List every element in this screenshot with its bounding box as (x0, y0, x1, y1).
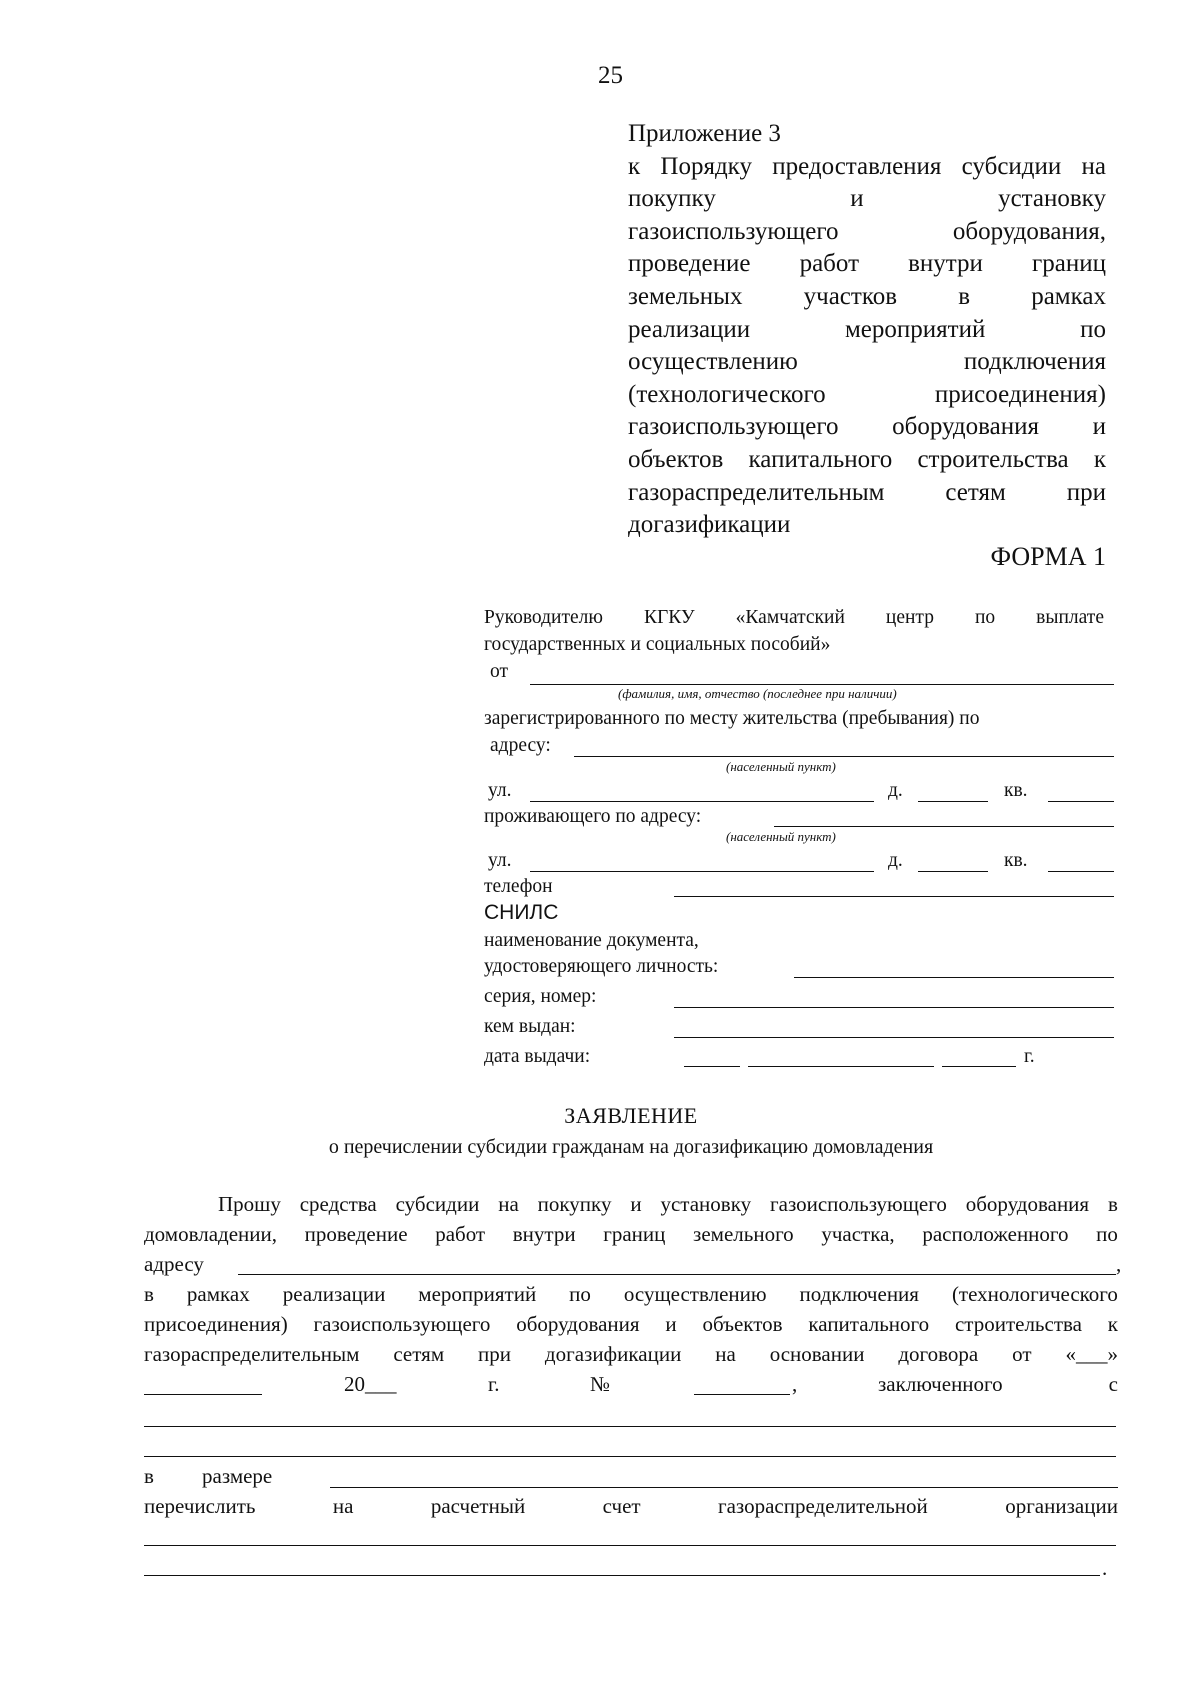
recipient-word: по (974, 607, 996, 628)
snils-label: СНИЛС (484, 901, 559, 924)
l6-word: газораспределительным (144, 1342, 360, 1366)
issue-day-field[interactable] (684, 1066, 740, 1067)
contract-g: г. (488, 1372, 500, 1396)
phone-field[interactable] (674, 896, 1114, 897)
transfer-word: организации (1005, 1494, 1118, 1518)
appendix-line-word: предоставления (772, 152, 942, 180)
appendix-line-word: внутри (908, 250, 983, 278)
l5-word: к (1107, 1312, 1118, 1336)
appendix-line-word: на (1081, 152, 1106, 180)
appendix-line-word: покупку (628, 185, 716, 213)
registered-locality-field[interactable] (574, 756, 1114, 757)
issued-by-label: кем выдан: (484, 1016, 576, 1037)
appendix-line (628, 314, 1106, 347)
registered-street-field[interactable] (530, 801, 874, 802)
l1-words (218, 1192, 1118, 1217)
appendix-line (628, 411, 1106, 444)
l1-word: в (1107, 1192, 1118, 1216)
l4-word: подключения (799, 1282, 919, 1306)
transfer-word: перечислить (144, 1494, 256, 1518)
series-label: серия, номер: (484, 986, 597, 1007)
issue-year-field[interactable] (942, 1066, 1016, 1067)
recipient-word: Руководителю (484, 607, 603, 628)
l1-word: оборудования (965, 1192, 1090, 1216)
statement-subtitle: о перечислении субсидии гражданам на догазификацию домовладения (328, 1136, 934, 1158)
l2-word: расположенного (922, 1222, 1069, 1246)
account-field-2[interactable] (144, 1575, 1100, 1576)
appendix-line-word: газоиспользующего (628, 217, 839, 245)
appendix-line (628, 379, 1106, 412)
appendix-line (628, 281, 1106, 314)
l5-word: оборудования (516, 1312, 640, 1336)
living-locality-field[interactable] (774, 826, 1114, 827)
l2-word: внутри (512, 1222, 576, 1246)
appendix-line-word: реализации (628, 315, 751, 343)
l5-word: капитального (808, 1312, 930, 1336)
appendix-line (628, 346, 1106, 379)
recipient-word: центр (885, 607, 934, 628)
issued-by-field[interactable] (674, 1037, 1114, 1038)
l1-word: субсидии (395, 1192, 480, 1216)
l6-word: при (478, 1342, 511, 1366)
l6-word: догазификации (544, 1342, 682, 1366)
l1-word: газоиспользующего (770, 1192, 947, 1216)
amount-field[interactable] (330, 1487, 1118, 1488)
transfer-word: счет (602, 1494, 641, 1518)
appendix-line-word: рамках (1031, 282, 1106, 310)
l4-word: рамках (186, 1282, 250, 1306)
appendix-line-word: работ (799, 250, 859, 278)
appendix-line-word: мероприятий (844, 315, 986, 343)
statement-line-1 (144, 1192, 1118, 1217)
l4-word: мероприятий (418, 1282, 537, 1306)
l4-word: реализации (282, 1282, 386, 1306)
contract-comma: , (792, 1372, 798, 1396)
l2-word: проведение (304, 1222, 408, 1246)
from-label: от (490, 661, 509, 682)
statement-address-field[interactable] (238, 1274, 1116, 1275)
phone-label: телефон (484, 876, 553, 897)
l4-word: по (569, 1282, 591, 1306)
appendix-line-word: подключения (963, 348, 1106, 376)
appendix-line-word: границ (1031, 250, 1106, 278)
concluded-with-field-2[interactable] (144, 1456, 1116, 1457)
registered-house-field[interactable] (918, 801, 988, 802)
living-house-field[interactable] (918, 871, 988, 872)
transfer-word: газораспределительной (717, 1494, 928, 1518)
appendix-line-word: осуществлению (628, 348, 798, 376)
doc-name-field[interactable] (794, 977, 1114, 978)
l5-word: присоединения) (144, 1312, 288, 1336)
address-comma: , (1116, 1252, 1122, 1276)
issue-month-field[interactable] (748, 1066, 934, 1067)
appendix-line-word: присоединения) (934, 380, 1106, 408)
amount-label-2: размере (202, 1464, 273, 1488)
appendix-line-word: объектов (628, 445, 724, 473)
contract-number-field[interactable] (694, 1394, 790, 1395)
recipient-word: выплате (1036, 607, 1104, 628)
appendix-line-word: (технологического (628, 380, 826, 408)
living-label: проживающего по адресу: (484, 806, 702, 827)
street-label-2: ул. (488, 850, 512, 871)
transfer-word: на (332, 1494, 354, 1518)
appendix-line (628, 151, 1106, 184)
l1-word: покупку (537, 1192, 612, 1216)
l4-word: осуществлению (623, 1282, 767, 1306)
street-label: ул. (488, 780, 512, 801)
appendix-line (628, 183, 1106, 216)
appendix-line-word: в (958, 282, 971, 310)
appendix-line-word: догазификации (628, 511, 791, 539)
l5-word: газоиспользующего (313, 1312, 491, 1336)
apt-label: кв. (1004, 780, 1028, 801)
appendix-line-word: оборудования, (952, 217, 1106, 245)
l1-word: установку (660, 1192, 752, 1216)
l1-word: Прошу (218, 1192, 281, 1216)
recipient-word: КГКУ (643, 607, 695, 628)
contract-no-label: № (590, 1372, 611, 1396)
recipient-word: «Камчатский (735, 607, 845, 628)
registered-label: зарегистрированного по месту жительства (пребывания) по (484, 708, 980, 729)
appendix-line-word: проведение (628, 250, 751, 278)
appendix-line-word: по (1080, 315, 1106, 343)
appendix-line (628, 216, 1106, 249)
address-label: адресу: (490, 735, 551, 756)
concluded-with-field-1[interactable] (144, 1426, 1116, 1427)
l2-word: работ (435, 1222, 486, 1246)
registered-apt-field[interactable] (1048, 801, 1114, 802)
l6-word: на (715, 1342, 736, 1366)
appendix-line-word: субсидии (961, 152, 1062, 180)
locality-hint: (населенный пункт) (726, 759, 836, 774)
appendix-line-word: газораспределительным (628, 478, 885, 506)
appendix-block (628, 118, 1106, 542)
form-label: ФОРМА 1 (990, 542, 1106, 571)
apt-label-2: кв. (1004, 850, 1028, 871)
l6-word: сетям (393, 1342, 445, 1366)
appendix-line-word: к (628, 152, 641, 180)
series-field[interactable] (674, 1007, 1114, 1008)
recipient-line-2: государственных и социальных пособий» (484, 634, 831, 655)
living-street-field[interactable] (530, 871, 874, 872)
statement-title: ЗАЯВЛЕНИЕ (564, 1103, 698, 1128)
l5-word: строительства (954, 1312, 1082, 1336)
l4-word: (технологического (951, 1282, 1118, 1306)
l1-word: средства (299, 1192, 377, 1216)
locality-hint-2: (населенный пункт) (726, 829, 836, 844)
appendix-line-word: газоиспользующего (628, 413, 839, 441)
appendix-line (628, 444, 1106, 477)
from-hint: (фамилия, имя, отчество (последнее при наличии) (618, 686, 897, 701)
year-suffix: г. (1024, 1046, 1035, 1067)
account-field-1[interactable] (144, 1545, 1116, 1546)
l5-word: объектов (702, 1312, 783, 1336)
l7-word: с (1108, 1372, 1118, 1396)
l7-word: заключенного (878, 1372, 1003, 1396)
l6-word: «___» (1065, 1342, 1118, 1366)
living-apt-field[interactable] (1048, 871, 1114, 872)
statement-line-4 (144, 1282, 1118, 1307)
house-label: д. (888, 780, 903, 801)
house-label-2: д. (888, 850, 903, 871)
appendix-line-word: Порядку (660, 152, 752, 180)
statement-line-2 (144, 1222, 1118, 1247)
appendix-lines (628, 151, 1106, 542)
l6-word: основании (769, 1342, 865, 1366)
doc-name-label-1: наименование документа, (484, 930, 699, 951)
appendix-line-word: сетям (945, 478, 1006, 506)
appendix-line-word: земельных (628, 282, 743, 310)
appendix-line-word: участков (803, 282, 898, 310)
l6-word: от (1012, 1342, 1032, 1366)
concluded-with (878, 1372, 1118, 1397)
amount-label-1: в (144, 1464, 154, 1488)
l2-word: земельного (693, 1222, 794, 1246)
l4-word: в (144, 1282, 154, 1306)
recipient-line-1 (484, 607, 1104, 629)
appendix-line (628, 477, 1106, 510)
l2-word: участка, (821, 1222, 895, 1246)
transfer-line (144, 1494, 1118, 1519)
statement-line-6 (144, 1342, 1118, 1367)
contract-day-month-field[interactable] (144, 1394, 262, 1395)
appendix-line-word: и (1092, 413, 1106, 441)
l6-word: договора (898, 1342, 979, 1366)
doc-name-label-2: удостоверяющего личность: (484, 956, 719, 977)
l2-word: границ (603, 1222, 666, 1246)
appendix-title: Приложение 3 (628, 120, 781, 147)
address-label-statement: адресу (144, 1252, 204, 1276)
l1-word: на (498, 1192, 519, 1216)
appendix-line-word: и (850, 185, 864, 213)
contract-year: 20___ (344, 1372, 397, 1396)
appendix-line-word: капитального (748, 445, 893, 473)
from-name-field[interactable] (530, 684, 1114, 685)
final-period: . (1102, 1556, 1108, 1580)
appendix-line-word: строительства (917, 445, 1069, 473)
appendix-line (628, 248, 1106, 281)
appendix-line-word: установку (998, 185, 1106, 213)
transfer-word: расчетный (430, 1494, 526, 1518)
l5-word: и (665, 1312, 677, 1336)
issue-date-label: дата выдачи: (484, 1046, 591, 1067)
page-number: 25 (598, 62, 623, 89)
statement-line-5 (144, 1312, 1118, 1337)
appendix-line (628, 509, 1106, 542)
appendix-line-word: оборудования (892, 413, 1039, 441)
l2-word: домовладении, (144, 1222, 277, 1246)
l1-word: и (630, 1192, 642, 1216)
appendix-line-word: при (1066, 478, 1106, 506)
l2-word: по (1096, 1222, 1118, 1246)
appendix-line-word: к (1093, 445, 1106, 473)
